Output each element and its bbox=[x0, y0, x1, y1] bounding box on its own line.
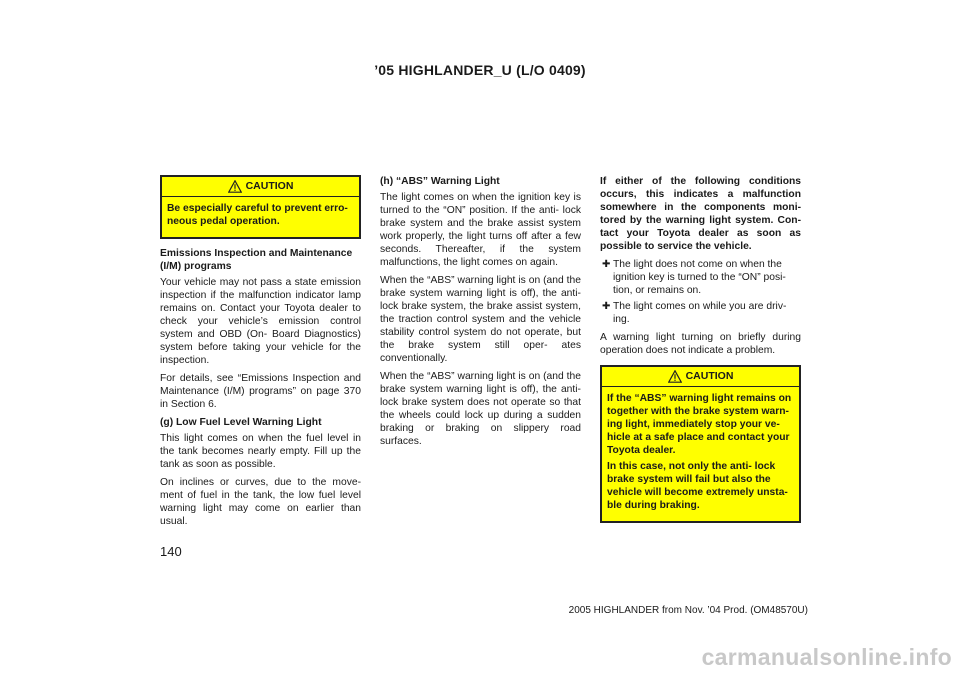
warning-triangle-icon bbox=[668, 370, 682, 383]
list-item bbox=[600, 300, 801, 326]
list-item bbox=[600, 258, 801, 297]
low-fuel-paragraph-1: This light comes on when the fuel level in the tank becomes nearly empty. Fill up the tank as soon as possible. bbox=[160, 433, 361, 470]
page-header-title: ’05 HIGHLANDER_U (L/O 0409) bbox=[374, 62, 586, 78]
emissions-heading: Emissions Inspection and Maintenance (I/M) programs bbox=[160, 248, 353, 272]
abs-paragraph-2: When the “ABS” warning light is on (and the brake system warning light is off), the anti- lock brake system, the brake assist system, the traction control system and the vehicle stability control system do not operate, but the brake system still oper- ates conventionally. bbox=[380, 275, 581, 364]
abs-paragraph-3: When the “ABS” warning light is on (and the brake system warning light is off), the anti- lock brake system does not operate so that the wheels could lock up during a sudden braking or braking on slippery road surfaces. bbox=[380, 371, 581, 447]
caution-box-pedal bbox=[160, 175, 361, 239]
caution-heading bbox=[162, 177, 359, 197]
emissions-paragraph-1: Your vehicle may not pass a state emission inspection if the malfunction indicator lamp remains on. Contact your Toyota dealer to check your vehicle’s emission control system and OBD (On- Board Diagnostics) system before taking your vehicle for the inspection. bbox=[160, 277, 361, 366]
caution-paragraph-1: If the “ABS” warning light remains on together with the brake system warn- ing light, immediately stop your ve- hicle at a safe place and contact your Toyota dealer. bbox=[607, 393, 792, 456]
malfunction-intro: If either of the following conditions occurs, this indicates a malfunction somewhere in the components moni- tored by the warning light system. Con- tact your Toyota dealer as soon as possible to service the vehicle. bbox=[600, 176, 801, 252]
bullet-icon: ✚ bbox=[602, 259, 611, 270]
bullet-icon: ✚ bbox=[602, 301, 611, 312]
low-fuel-paragraph-2: On inclines or curves, due to the move- ment of fuel in the tank, the low fuel level warning light may come on earlier than usual. bbox=[160, 477, 361, 527]
low-fuel-heading: (g) Low Fuel Level Warning Light bbox=[160, 417, 322, 428]
caution-body bbox=[162, 197, 359, 237]
caution-heading-label: CAUTION bbox=[685, 370, 734, 382]
abs-heading: (h) “ABS” Warning Light bbox=[380, 176, 500, 187]
column-left bbox=[160, 175, 361, 533]
warning-light-note: A warning light turning on briefly during operation does not indicate a problem. bbox=[600, 332, 801, 356]
footer-source: 2005 HIGHLANDER from Nov. ’04 Prod. (OM48570U) bbox=[568, 605, 808, 616]
caution-paragraph-2: In this case, not only the anti- lock brake system will fail but also the vehicle will become extremely unsta- ble during braking. bbox=[607, 461, 788, 511]
column-middle bbox=[380, 175, 581, 453]
watermark-logo: carmanualsonline.info bbox=[701, 644, 952, 670]
caution-text: Be especially careful to prevent erro- neous pedal operation. bbox=[167, 203, 348, 227]
page-number: 140 bbox=[160, 544, 182, 559]
column-right bbox=[600, 175, 801, 531]
emissions-paragraph-2: For details, see “Emissions Inspection and Maintenance (I/M) programs” on page 370 in Section 6. bbox=[160, 373, 361, 410]
malfunction-conditions-list bbox=[600, 258, 801, 326]
list-item-text: The light comes on while you are driv- ing. bbox=[613, 301, 787, 325]
caution-body bbox=[602, 387, 799, 521]
warning-triangle-icon bbox=[228, 180, 242, 193]
caution-box-abs bbox=[600, 365, 801, 523]
abs-paragraph-1: The light comes on when the ignition key is turned to the “ON” position. If the anti- lock brake system and the brake assist system work properly, the light turns off after a few seconds. Thereafter, if the system malfunctions, the light comes on again. bbox=[380, 192, 581, 268]
list-item-text: The light does not come on when the ignition key is turned to the “ON” posi- tion, or remains on. bbox=[613, 259, 786, 296]
caution-heading-label: CAUTION bbox=[245, 180, 294, 192]
caution-heading bbox=[602, 367, 799, 387]
